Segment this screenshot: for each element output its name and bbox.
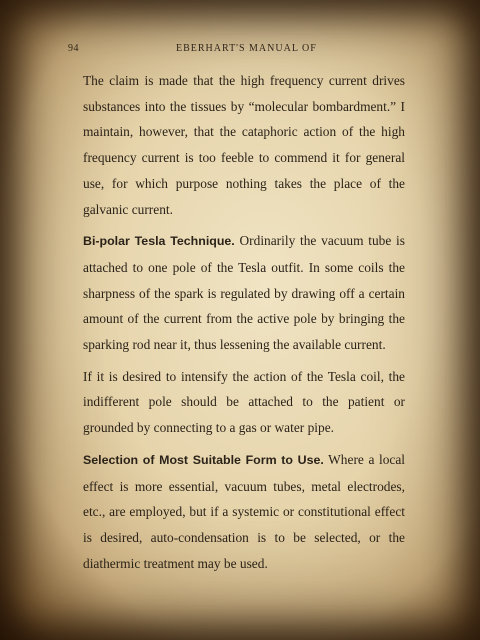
paragraph-4	[83, 447, 405, 577]
paragraph-text: Where a local effect is more essential, vacuum tubes, metal electrodes, etc., are employed, but if a systemic or constitutional effect is desired, auto-condensation is to be selected, or the diathermic treatment may be used.	[83, 451, 405, 571]
paragraph-2	[83, 228, 405, 358]
paragraph-text: If it is desired to intensify the action of the Tesla coil, the indifferent pole should be attached to the patient or grounded by connecting to a gas or water pipe.	[83, 368, 405, 436]
page-number: 94	[68, 43, 79, 54]
paragraph-3	[83, 364, 405, 441]
paragraph-1	[83, 68, 405, 222]
section-heading-bipolar: Bi-polar Tesla Technique.	[83, 234, 235, 249]
paragraph-text: The claim is made that the high frequency current drives substances into the tissues by “molecular bombardment.” I maintain, however, that the cataphoric action of the high frequency current is too feeble to commend it for general use, for which purpose nothing takes the place of the galvanic current.	[83, 73, 405, 217]
running-head: EBERHART'S MANUAL OF	[176, 43, 317, 54]
section-heading-selection: Selection of Most Suitable Form to Use.	[83, 452, 324, 467]
body-text	[83, 68, 405, 582]
paragraph-text: Ordinarily the vacuum tube is attached to one pole of the Tesla outfit. In some coils the sharpness of the spark is regulated by drawing off a certain amount of the current from the active pole by bringing the sparking rod near it, thus lessening the available current.	[83, 233, 405, 353]
